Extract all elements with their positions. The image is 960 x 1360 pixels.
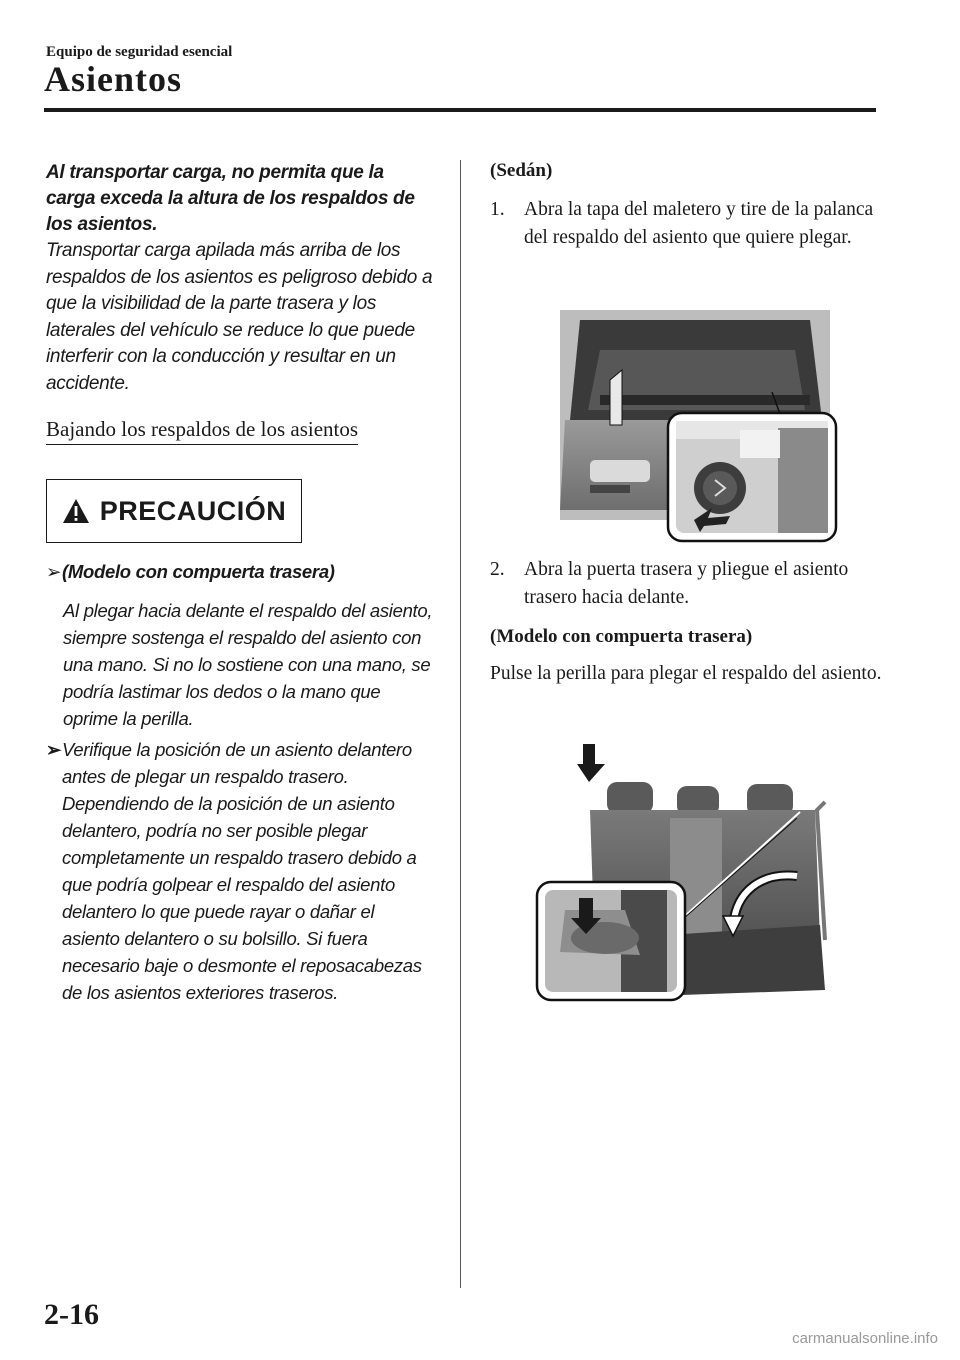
rear-seat-fold-figure (535, 740, 835, 1005)
column-divider (460, 160, 461, 1288)
right-column-lower (490, 556, 890, 688)
right-column (490, 160, 890, 252)
caution-label: PRECAUCIÓN (99, 495, 287, 526)
caution-box (46, 479, 302, 543)
bullet1-title: ➢(Modelo con compuerta trasera) (46, 559, 436, 585)
left-column (46, 160, 436, 1006)
subheading: Bajando los respaldos de los asientos (46, 417, 358, 445)
chapter-title: Asientos (44, 59, 183, 99)
warning-triangle-icon (62, 498, 90, 524)
warning-title: Al transportar carga, no permita que la carga exceda la altura de los respaldos de los asientos. (46, 162, 415, 235)
section-title: Equipo de seguridad esencial (46, 44, 233, 60)
bullet1-text: Al plegar hacia delante el respaldo del asiento, siempre sostenga el respaldo del asiento con una mano. Si no lo sostiene con una mano, se podría lastimar los dedos o la mano que oprime la perilla. (63, 600, 433, 729)
sedan-heading: (Sedán) (490, 160, 553, 181)
step-1: 1. Abra la tapa del maletero y tire de la palanca del respaldo del asiento que quiere plegar. (490, 199, 874, 248)
warning-body: Transportar carga apilada más arriba de los respaldos de los asientos es peligroso debido a que la visibilidad de la parte trasera y los laterales del vehículo se reduce lo que puede interferir con la conducción y resultar en un accidente. (46, 240, 433, 394)
header-rule (44, 108, 876, 112)
bullet2 (46, 736, 436, 1006)
bullet-arrow-icon: ➢ (46, 561, 62, 582)
trunk-lever-figure (560, 310, 842, 546)
hatch-text: Pulse la perilla para plegar el respaldo del asiento. (490, 663, 882, 684)
watermark: carmanualsonline.info (792, 1330, 938, 1347)
bullet2-text: Verifique la posición de un asiento delantero antes de plegar un respaldo trasero. Dependiendo de la posición de un asiento delantero, podría no ser posible plegar completamente un respaldo trasero debido a que podría golpear el respaldo del asiento delantero lo que puede rayar o dañar el asiento delantero o su bolsillo. Si fuera necesario baje o desmonte el reposacabezas de los asientos exteriores traseros. (62, 739, 422, 1003)
step-2: 2. Abra la puerta trasera y pliegue el asiento trasero hacia delante. (490, 559, 849, 608)
bullet-arrow-icon: ➢ (46, 739, 62, 760)
page-number: 2-16 (44, 1298, 99, 1331)
hatch-heading: (Modelo con compuerta trasera) (490, 626, 753, 647)
